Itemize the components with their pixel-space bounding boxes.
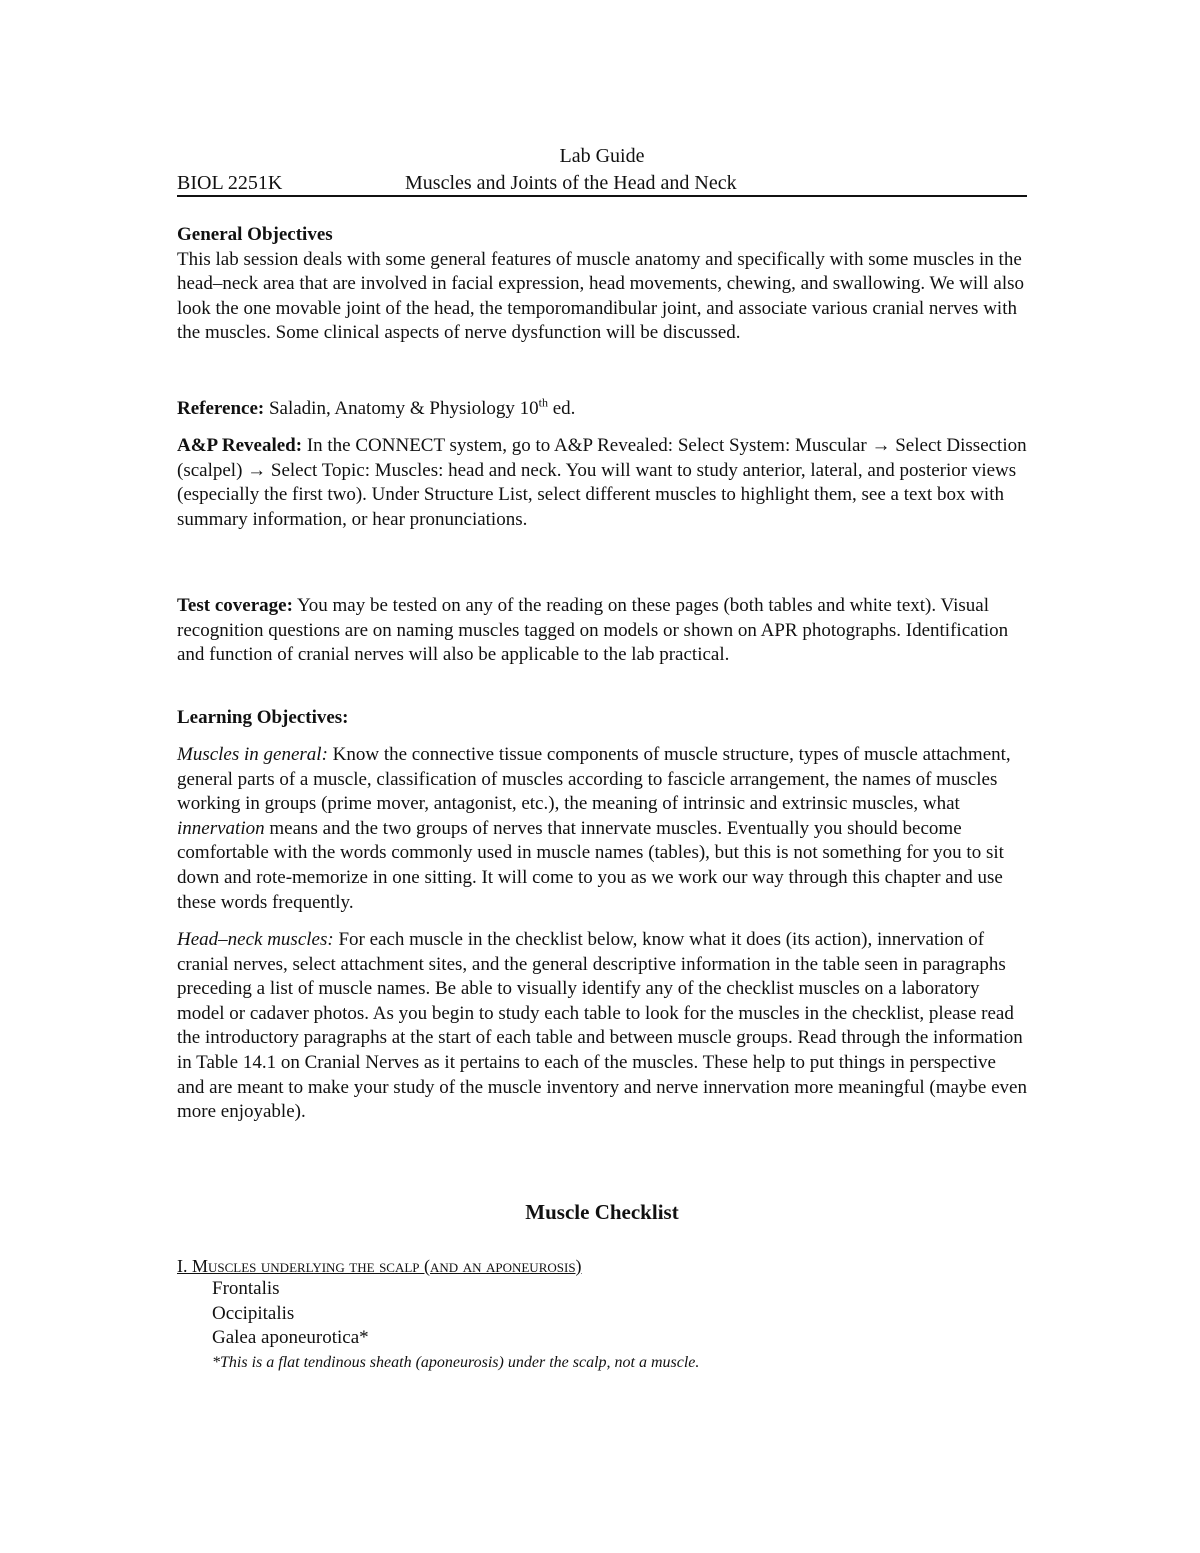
- test-coverage-label: Test coverage:: [177, 595, 293, 616]
- head-neck-text: For each muscle in the checklist below, know what it does (its action), innervation of cranial nerves, select attachment sites, and the general descriptive information in the table seen in paragraphs preceding a list of muscle names. Be able to visually identify any of the checklist muscles on a laboratory model or cadaver photos. As you begin to study each table to look for the muscles in the checklist, please read the introductory paragraphs at the start of each table and between muscle groups. Read through the information in Table 14.1 on Cranial Nerves as it pertains to each of the muscles. These help to put things in perspective and are meant to make your study of the muscle inventory and nerve innervation more meaningful (maybe even more enjoyable).: [177, 929, 1027, 1123]
- checklist-items: [212, 1277, 699, 1375]
- course-code: BIOL 2251K: [177, 172, 283, 194]
- list-item: Occipitalis: [212, 1302, 295, 1324]
- general-objectives-heading: General Objectives: [177, 224, 333, 245]
- reference-sup: th: [538, 395, 548, 410]
- lab-subject: Muscles and Joints of the Head and Neck: [405, 172, 737, 194]
- general-objectives-section: [177, 223, 1027, 346]
- document-title: Lab Guide: [559, 145, 645, 167]
- general-objectives-text: This lab session deals with some general features of muscle anatomy and specifically with some muscles in the head–neck area that are involved in facial expression, head movements, chewing, and swallowing. We will also look the one movable joint of the head, the temporomandibular joint, and associate various cranial nerves with the muscles. Some clinical aspects of nerve dysfunction will be discussed.: [177, 248, 1025, 344]
- test-coverage-text: You may be tested on any of the reading on these pages (both tables and white text). Visual recognition questions are on naming muscles tagged on models or shown on APR photographs. Identification and function of cranial nerves will also be applicable to the lab practical.: [177, 595, 1009, 666]
- ap-revealed-text: In the CONNECT system, go to A&P Revealed: Select System: Muscular → Select Dissection (scalpel) → Select Topic: Muscles: head and neck. You will want to study anterior, lateral, and posterior views (especially the first two). Under Structure List, select different muscles to highlight them, see a text box with summary information, or hear pronunciations.: [177, 435, 1027, 530]
- reference-label: Reference:: [177, 398, 265, 419]
- head-neck-paragraph: [177, 928, 1027, 1125]
- muscles-general-label: Muscles in general:: [177, 744, 328, 765]
- learning-objectives-heading: [177, 706, 1027, 731]
- muscles-general-text-2: means and the two groups of nerves that innervate muscles. Eventually you should become comfortable with the words commonly used in muscle names (tables), but this is not something for you to sit down and rote-memorize in one sitting. It will come to you as we work our way through this chapter and use these words frequently.: [177, 817, 1004, 913]
- ap-revealed-paragraph: [177, 434, 1027, 532]
- checklist-footnote: *This is a flat tendinous sheath (aponeurosis) under the scalp, not a muscle.: [212, 1353, 700, 1371]
- test-coverage-paragraph: [177, 594, 1027, 668]
- list-item: Frontalis: [212, 1278, 280, 1299]
- learning-objectives-heading-text: Learning Objectives:: [177, 707, 349, 728]
- checklist-section-heading: I. Muscles underlying the scalp (and an aponeurosis): [177, 1256, 582, 1276]
- course-header: [177, 171, 1027, 197]
- muscles-general-text-1: Know the connective tissue components of muscle structure, types of muscle attachment, general parts of a muscle, classification of muscles according to fascicle arrangement, the names of muscles working in groups (prime mover, antagonist, etc.), the meaning of intrinsic and extrinsic muscles, what: [177, 744, 1011, 815]
- reference-after: ed.: [548, 398, 576, 419]
- checklist-title: Muscle Checklist: [525, 1200, 679, 1224]
- head-neck-label: Head–neck muscles:: [177, 929, 334, 950]
- reference-paragraph: [177, 397, 1027, 422]
- list-item: Galea aponeurotica*: [212, 1327, 369, 1349]
- reference-text: Saladin, Anatomy & Physiology 10: [268, 398, 539, 419]
- innervation-term: innervation: [177, 817, 265, 839]
- ap-revealed-label: A&P Revealed:: [177, 435, 303, 456]
- muscles-general-paragraph: [177, 743, 1027, 915]
